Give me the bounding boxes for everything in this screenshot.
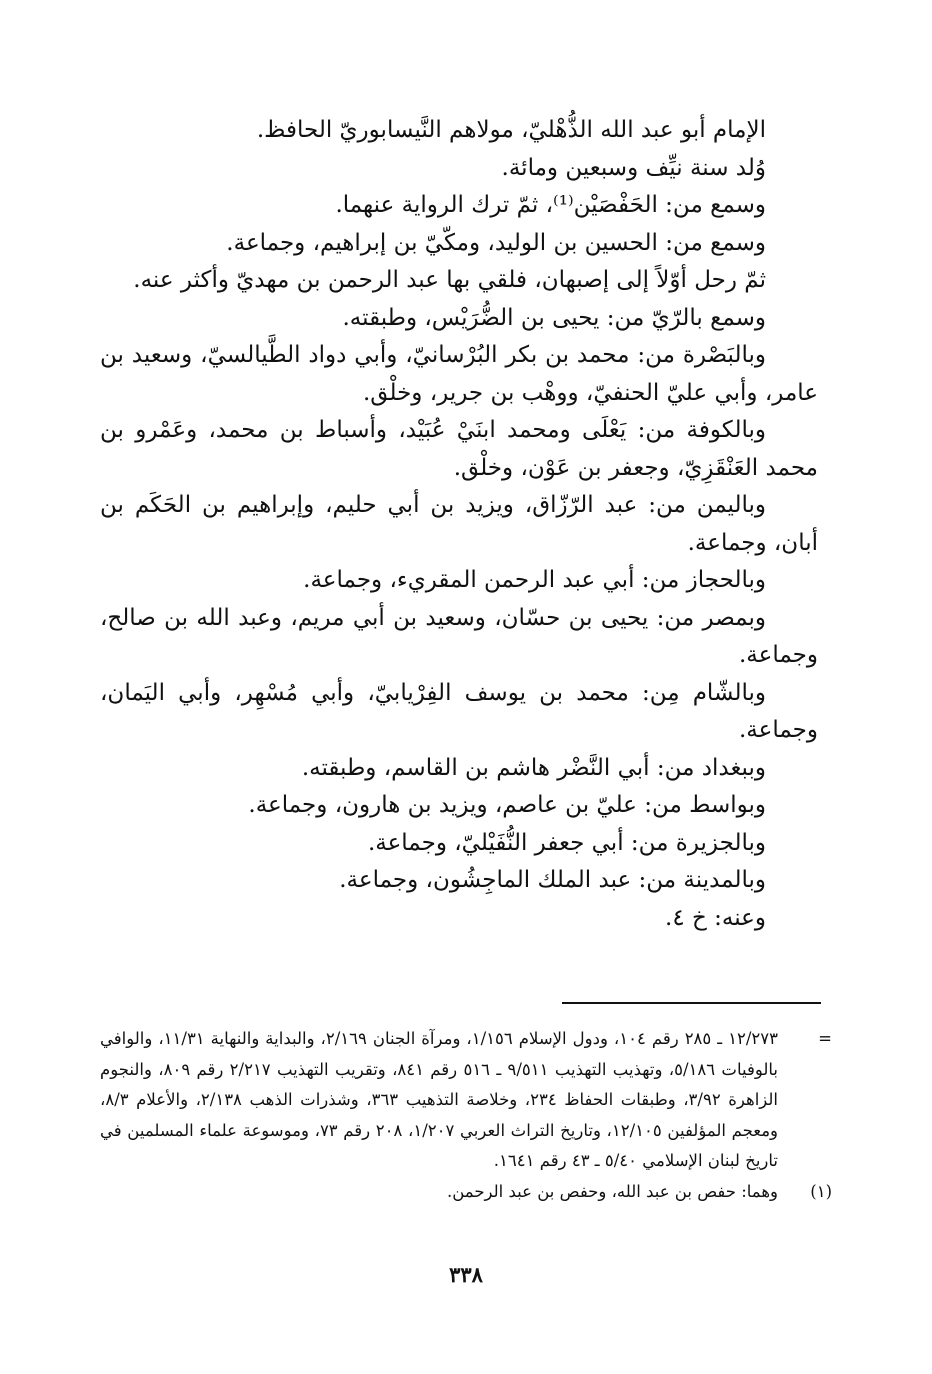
footnote-divider	[562, 1002, 821, 1004]
text-line: وبالحجاز من: أبي عبد الرحمن المقريء، وجماعة.	[303, 567, 766, 593]
text-line: وعنه: خ ٤.	[665, 904, 766, 931]
text-line: وسمع من: الحَفْصَيْن⁽¹⁾، ثمّ ترك الرواية عنهما.	[335, 192, 766, 218]
text-line: ثمّ رحل أوّلاً إلى إصبهان، فلقي بها عبد الرحمن بن مهديّ وأكثر عنه.	[133, 267, 766, 293]
text-line: الإمام أبو عبد الله الذُّهْليّ، مولاهم النَّيسابوريّ الحافظ.	[256, 117, 766, 143]
text-paragraph: وبالكوفة من: يَعْلَى ومحمد ابنَيْ عُبَيْد، وأسباط بن محمد، وعَمْرو بن محمد العَنْقَزِيّ، وجعفر بن عَوْن، وخلْق.	[100, 417, 818, 481]
footnote-continued	[100, 1024, 832, 1177]
footnote-text: وهما: حفص بن عبد الله، وحفص بن عبد الرحمن.	[446, 1181, 778, 1201]
text-line: وسمع بالرّيّ من: يحيى بن الضُّرَيْس، وطبقته.	[342, 304, 766, 331]
footnote-text: ١٢/٢٧٣ ـ ٢٨٥ رقم ١٠٤، ودول الإسلام ١/١٥٦، ومرآة الجنان ٢/١٦٩، والبداية والنهاية ١١/٣١، والوافي بالوفيات ٥/١٨٦، وتهذيب التهذيب ٩/٥١١ ـ ٥١٦ رقم ٨٤١، وتقريب التهذيب ٢/٢١٧ رقم ٨٠٩، والنجوم الزاهرة ٣/٩٢، وطبقات الحفاظ ٢٣٤، وخلاصة التذهيب ٣٦٣، وشذرات الذهب ٢/١٣٨، والأعلام ٨/٣، ومعجم المؤلفين ١٢/١٠٥، وتاريخ التراث العربي ١/٢٠٧، ٢٠٨ رقم ٧٣، وموسوعة علماء المسلمين في تاريخ لبنان الإسلامي ٥/٤٠ ـ ٤٣ رقم ١٦٤١.	[100, 1029, 779, 1170]
text-line: وسمع من: الحسين بن الوليد، ومكّيّ بن إبراهيم، وجماعة.	[226, 229, 766, 256]
footnote-marker: =	[818, 1029, 832, 1048]
text-line: وُلد سنة نيِّف وسبعين ومائة.	[501, 154, 766, 181]
text-paragraph: وبالبَصْرة من: محمد بن بكر البُرْسانيّ، وأبي دواد الطَّيالسيّ، وسعيد بن عامر، وأبي عليّ الحنفيّ، ووهْب بن جرير، وخلْق.	[100, 342, 818, 406]
text-line: وبواسط من: عليّ بن عاصم، ويزيد بن هارون، وجماعة.	[248, 792, 766, 818]
text-paragraph: وبمصر من: يحيى بن حسّان، وسعيد بن أبي مريم، وعبد الله بن صالح، وجماعة.	[100, 604, 818, 668]
biography-text	[100, 112, 818, 937]
text-paragraph: وبالشّام مِن: محمد بن يوسف الفِرْيابيّ، وأبي مُسْهِر، وأبي اليَمان، وجماعة.	[100, 679, 818, 743]
text-line: وبالجزيرة من: أبي جعفر النُّفَيْليّ، وجماعة.	[367, 829, 766, 856]
text-line: وبالمدينة من: عبد الملك الماجِشُون، وجماعة.	[339, 867, 766, 893]
footnotes	[100, 1024, 832, 1207]
page-number: ٣٣٨	[449, 1262, 483, 1287]
footnote-1	[100, 1177, 832, 1208]
text-line: وببغداد من: أبي النَّضْر هاشم بن القاسم، وطبقته.	[301, 754, 766, 781]
footnote-marker: (١)	[810, 1181, 832, 1201]
text-paragraph: وباليمن من: عبد الرّزّاق، ويزيد بن أبي حليم، وإبراهيم بن الحَكَم بن أبان، وجماعة.	[100, 492, 818, 556]
